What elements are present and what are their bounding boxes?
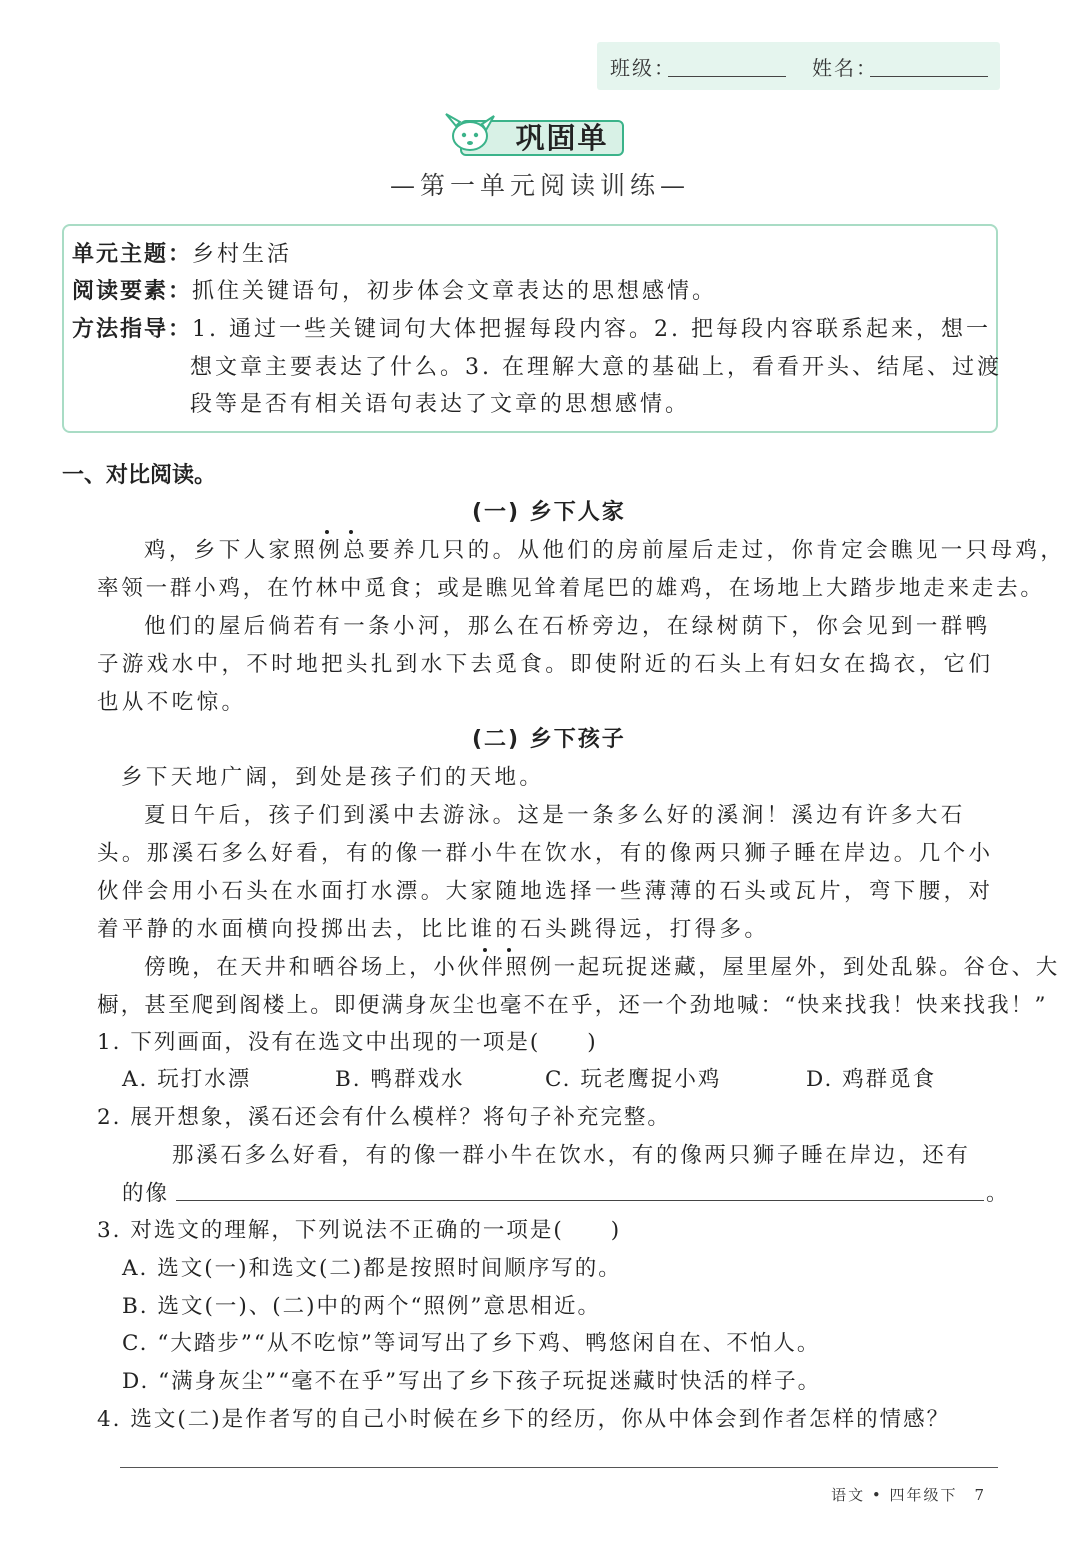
- page-footer: 语文 • 四年级下 7: [831, 1486, 986, 1504]
- reading-elements-value: 抓住关键语句，初步体会文章表达的思想感情。: [192, 279, 718, 304]
- passage1-title: (一) 乡下人家: [472, 500, 626, 525]
- question-1: 1. 下列画面，没有在选文中出现的一项是( ): [97, 1030, 598, 1055]
- passage-line: 傍晚，在天井和晒谷场上，小伙伴照例一起玩捉迷藏，屋里屋外，到处乱躲。谷仓、大: [144, 955, 1060, 980]
- question-2: 2. 展开想象，溪石还会有什么模样？将句子补充完整。: [97, 1105, 671, 1130]
- page-title: 巩固单: [515, 121, 609, 155]
- method-guide-line: 1. 通过一些关键词句大体把握每段内容。2. 把每段内容联系起来，想一: [192, 317, 991, 342]
- class-label: 班级：: [610, 56, 676, 80]
- section-heading: 一、对比阅读。: [62, 463, 217, 488]
- method-guide-label: 方法指导：: [72, 317, 193, 342]
- q1-option-c[interactable]: C. 玩老鹰捉小鸡: [545, 1067, 722, 1092]
- q3-option-d[interactable]: D. “满身灰尘”“毫不在乎”写出了乡下孩子玩捉迷藏时快活的样子。: [122, 1369, 822, 1394]
- answer-blank[interactable]: [176, 1200, 984, 1201]
- passage-line: 着平静的水面横向投掷出去，比比谁的石头跳得远，打得多。: [97, 917, 770, 942]
- q3-option-b[interactable]: B. 选文(一)、(二)中的两个“照例”意思相近。: [122, 1294, 602, 1319]
- passage-line: 率领一群小鸡，在竹林中觅食；或是瞧见耸着尾巴的雄鸡，在场地上大踏步地走来走去。: [97, 576, 1045, 601]
- question-3: 3. 对选文的理解，下列说法不正确的一项是( ): [97, 1218, 622, 1243]
- passage-line: 子游戏水中，不时地把头扎到水下去觅食。即使附近的石头上有妇女在捣衣，它们: [97, 652, 994, 677]
- passage-line: 橱，甚至爬到阁楼上。即便满身灰尘也毫不在乎，还一个劲地喊：“快来找我！快来找我！”: [97, 993, 1048, 1018]
- q3-option-a[interactable]: A. 选文(一)和选文(二)都是按照时间顺序写的。: [122, 1256, 622, 1281]
- q1-option-d[interactable]: D. 鸡群觅食: [806, 1067, 937, 1092]
- passage-line: 他们的屋后倘若有一条小河，那么在石桥旁边，在绿树荫下，你会见到一群鸭: [144, 614, 991, 639]
- passage-line: 夏日午后，孩子们到溪中去游泳。这是一条多么好的溪涧！溪边有许多大石: [144, 803, 966, 828]
- page-subtitle: —第一单元阅读训练—: [389, 171, 690, 200]
- unit-theme-value: 乡村生活: [192, 242, 293, 267]
- unit-theme-label: 单元主题：: [72, 242, 193, 267]
- q3-option-c[interactable]: C. “大踏步”“从不吃惊”等词写出了乡下鸡、鸭悠闲自在、不怕人。: [122, 1331, 821, 1356]
- q1-option-a[interactable]: A. 玩打水漂: [122, 1067, 252, 1092]
- reading-elements-label: 阅读要素：: [72, 279, 193, 304]
- passage-line: 头。那溪石多么好看，有的像一群小牛在饮水，有的像两只狮子睡在岸边。几个小: [97, 841, 994, 866]
- method-guide-line: 想文章主要表达了什么。3. 在理解大意的基础上，看看开头、结尾、过渡: [190, 355, 1002, 380]
- passage2-title: (二) 乡下孩子: [472, 727, 626, 752]
- q1-option-b[interactable]: B. 鸭群戏水: [335, 1067, 465, 1092]
- question-4: 4. 选文(二)是作者写的自己小时候在乡下的经历，你从中体会到作者怎样的情感？: [97, 1407, 951, 1432]
- question-2-prefix: 的像: [122, 1181, 170, 1206]
- question-2-end: 。: [986, 1181, 1010, 1206]
- passage-line: 鸡，乡下人家照例总要养几只的。从他们的房前屋后走过，你肯定会瞧见一只母鸡，: [144, 538, 1066, 563]
- name-label: 姓名：: [812, 56, 878, 80]
- passage-line: 也从不吃惊。: [97, 690, 247, 715]
- footer-rule: [120, 1467, 998, 1468]
- question-2-sentence: 那溪石多么好看，有的像一群小牛在饮水，有的像两只狮子睡在岸边，还有: [172, 1143, 971, 1168]
- passage-line: 乡下天地广阔，到处是孩子们的天地。: [121, 765, 545, 790]
- passage-line: 伙伴会用小石头在水面打水漂。大家随地选择一些薄薄的石头或瓦片，弯下腰，对: [97, 879, 994, 904]
- method-guide-line: 段等是否有相关语句表达了文章的思想感情。: [190, 392, 691, 417]
